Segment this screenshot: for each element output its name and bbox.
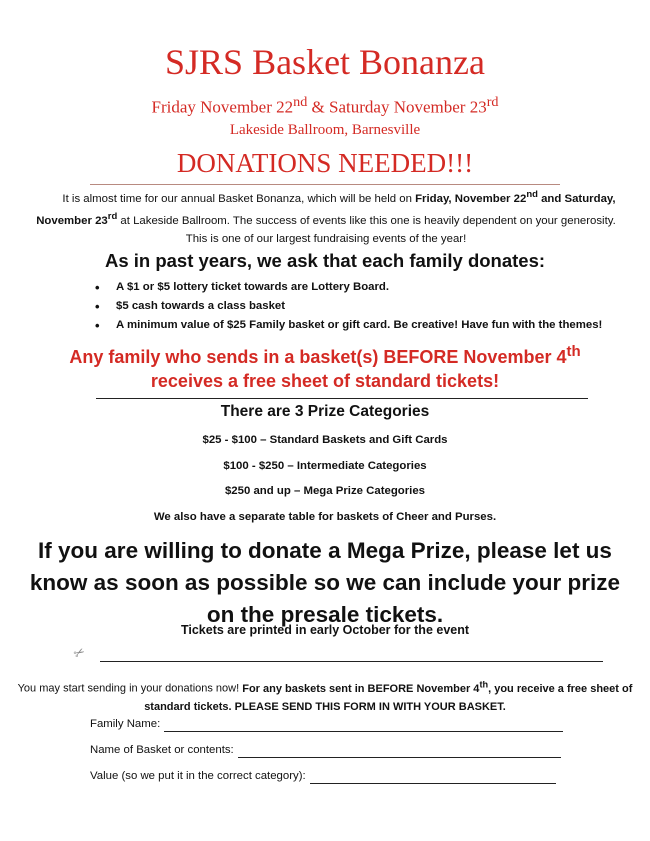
scissors-icon: ✂ [70,643,88,662]
list-item: • A minimum value of $25 Family basket or gift card. Be creative! Have fun with the themes! [95,316,625,335]
tickets-printed-note: Tickets are printed in early October for the event [180,623,470,637]
basket-name-input-line[interactable] [238,745,561,758]
prize-category: $100 - $250 – Intermediate Categories [223,460,427,472]
field-label: Name of Basket or contents: [90,744,234,756]
send-instructions: You may start sending in your donations now! For any baskets sent in BEFORE November 4th, you receive a free sheet of standard tickets. PLEASE SEND THIS FORM IN WITH YOUR BASKET. [17,679,633,713]
mega-prize-notice: If you are willing to donate a Mega Prize, please let us know as soon as possible so we can include your prize on the presale tickets. [29,538,621,627]
event-title: SJRS Basket Bonanza [165,42,485,82]
prize-category: $250 and up – Mega Prize Categories [224,485,426,497]
field-label: Family Name: [90,718,161,730]
list-item: • A $1 or $5 lottery ticket towards are Lottery Board. [95,278,625,297]
event-venue: Lakeside Ballroom, Barnesville [229,122,421,138]
basket-name-field[interactable] [90,742,561,758]
ask-heading: As in past years, we ask that each family donates: [104,250,546,271]
separate-table-note: We also have a separate table for baskets of Cheer and Purses. [153,511,497,523]
cut-line [100,661,603,662]
value-field[interactable] [90,768,556,784]
family-name-field[interactable] [90,716,563,732]
field-label: Value (so we put it in the correct category): [90,770,306,782]
early-bird-notice: Any family who sends in a basket(s) BEFORE November 4th receives a free sheet of standard tickets! [69,343,581,391]
event-dates: Friday November 22nd & Saturday November 23rd [151,94,499,117]
donations-needed-heading: DONATIONS NEEDED!!! [176,148,474,178]
donation-list [95,278,625,335]
prize-category: $25 - $100 – Standard Baskets and Gift Cards [202,434,448,446]
intro-paragraph: It is almost time for our annual Basket Bonanza, which will be held on Friday, November 22nd and Saturday, November 23rd at Lakeside Ballroom. The success of events like this one is heavily dependent on your generosity. This is one of our largest fundraising events of the year! [36,189,616,245]
divider [90,184,560,185]
divider [96,398,588,399]
prize-categories-heading: There are 3 Prize Categories [220,403,430,420]
list-item: • $5 cash towards a class basket [95,297,625,316]
family-name-input-line[interactable] [164,719,563,732]
value-input-line[interactable] [310,771,556,784]
